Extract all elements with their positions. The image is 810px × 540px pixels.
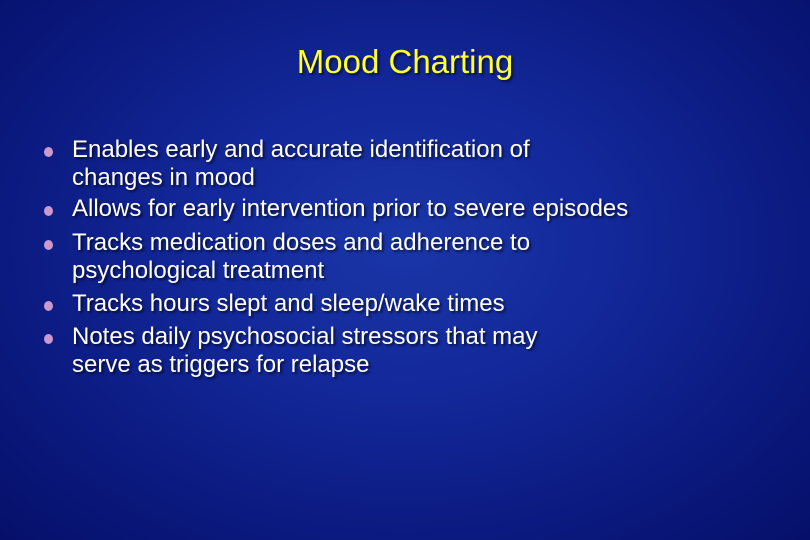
bullet-item: [40, 290, 780, 318]
slide-title: Mood Charting: [296, 43, 514, 80]
bullet-dot-icon: [44, 301, 53, 311]
bullet-text-line: serve as triggers for relapse: [72, 351, 370, 378]
bullet-item: [40, 323, 780, 379]
bullet-dot-icon: [44, 240, 53, 250]
bullet-dot-icon: [44, 334, 53, 344]
bullet-dot-icon: [44, 206, 53, 216]
bullet-item: [40, 195, 780, 223]
bullet-dot-icon: [44, 147, 53, 157]
bullet-text-line: Allows for early intervention prior to severe episodes: [72, 195, 629, 222]
bullet-text-line: Enables early and accurate identification of: [72, 136, 530, 163]
bullet-text-line: psychological treatment: [72, 257, 325, 284]
bullet-text-line: Tracks hours slept and sleep/wake times: [72, 290, 505, 317]
bullet-text-line: Tracks medication doses and adherence to: [72, 229, 531, 256]
bullet-text-line: changes in mood: [72, 164, 255, 191]
bullet-item: [40, 229, 780, 285]
bullet-list: [40, 136, 780, 379]
bullet-text-line: Notes daily psychosocial stressors that may: [72, 323, 538, 350]
bullet-item: [40, 136, 780, 192]
